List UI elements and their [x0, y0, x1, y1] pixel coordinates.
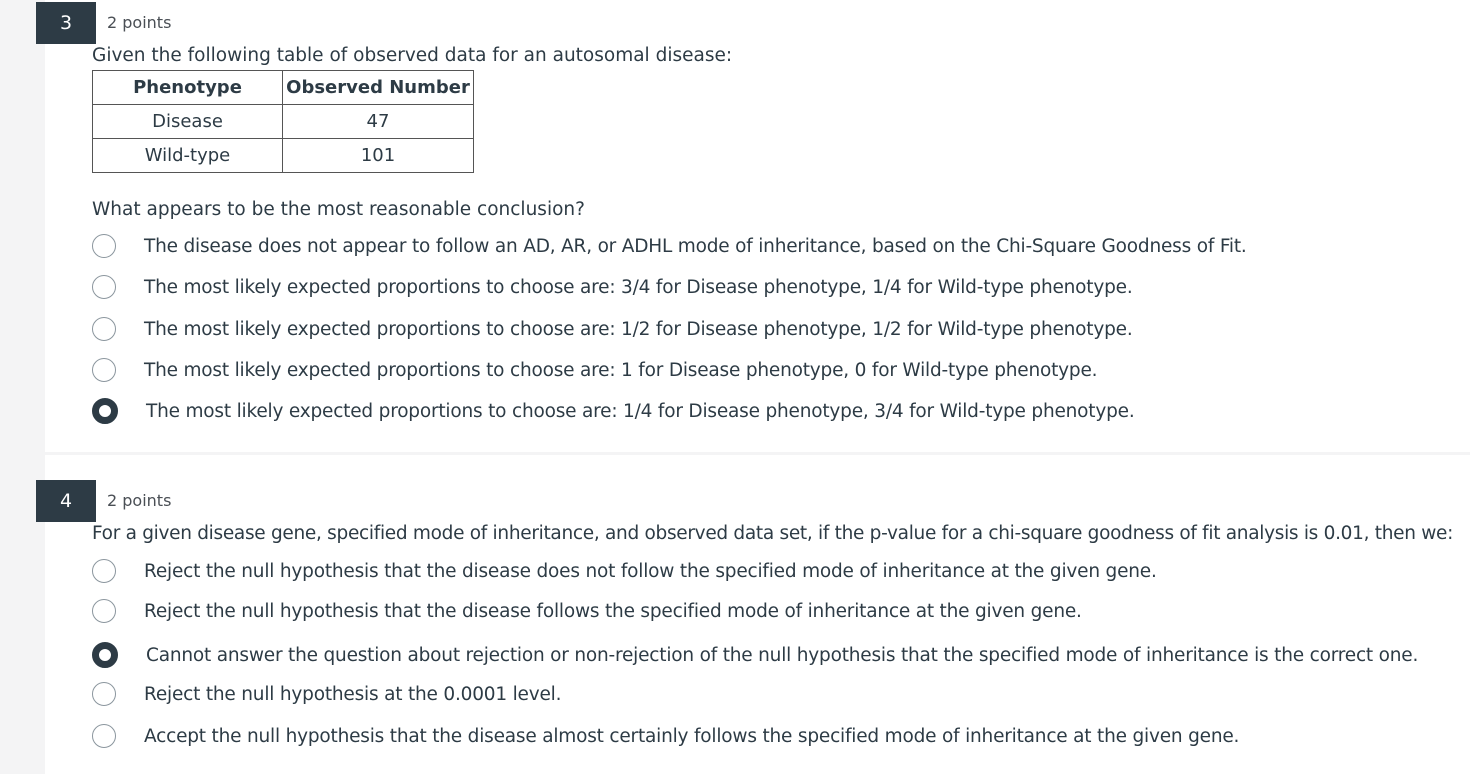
question-number-badge: 4	[36, 480, 96, 522]
table-header-phenotype: Phenotype	[93, 71, 283, 105]
table-cell: Disease	[93, 105, 283, 139]
radio-button[interactable]	[92, 682, 116, 706]
answer-option[interactable]	[92, 721, 1462, 751]
radio-button[interactable]	[92, 398, 118, 424]
answer-option[interactable]	[92, 679, 1462, 709]
table-header-observed: Observed Number	[283, 71, 474, 105]
table-cell: 47	[283, 105, 474, 139]
question-4-prompt: For a given disease gene, specified mode of inheritance, and observed data set, if the p-value for a chi-square goodness of fit analysis is 0.01, then we:	[92, 523, 1454, 544]
answer-option[interactable]	[92, 640, 1462, 670]
answer-option-label[interactable]: Accept the null hypothesis that the disease almost certainly follows the specified mode of inheritance at the given gene.	[144, 725, 1240, 747]
answer-option-label[interactable]: The most likely expected proportions to choose are: 1/2 for Disease phenotype, 1/2 for Wild-type phenotype.	[144, 318, 1133, 340]
answer-option-label[interactable]: The most likely expected proportions to choose are: 1/4 for Disease phenotype, 3/4 for Wild-type phenotype.	[146, 400, 1135, 422]
answer-option[interactable]	[92, 596, 1462, 626]
answer-option-label[interactable]: Reject the null hypothesis that the disease follows the specified mode of inheritance at the given gene.	[144, 600, 1082, 622]
answer-option[interactable]	[92, 272, 1462, 302]
radio-button[interactable]	[92, 559, 116, 583]
radio-button[interactable]	[92, 234, 116, 258]
table-row	[93, 139, 474, 173]
radio-button[interactable]	[92, 275, 116, 299]
question-3-prompt: What appears to be the most reasonable conclusion?	[92, 199, 585, 220]
answer-option[interactable]	[92, 556, 1462, 586]
question-number-badge: 3	[36, 2, 96, 44]
answer-option[interactable]	[92, 314, 1462, 344]
radio-button[interactable]	[92, 317, 116, 341]
answer-option-label[interactable]: The most likely expected proportions to choose are: 1 for Disease phenotype, 0 for Wild-type phenotype.	[144, 359, 1098, 381]
table-cell: 101	[283, 139, 474, 173]
answer-option-label[interactable]: The disease does not appear to follow an AD, AR, or ADHL mode of inheritance, based on the Chi-Square Goodness of Fit.	[144, 235, 1247, 257]
answer-option-label[interactable]: The most likely expected proportions to choose are: 3/4 for Disease phenotype, 1/4 for Wild-type phenotype.	[144, 276, 1133, 298]
question-points: 2 points	[107, 491, 172, 510]
radio-button[interactable]	[92, 599, 116, 623]
answer-option-label[interactable]: Cannot answer the question about rejection or non-rejection of the null hypothesis that the specified mode of inheritance is the correct one.	[146, 644, 1419, 666]
answer-option-label[interactable]: Reject the null hypothesis that the disease does not follow the specified mode of inheritance at the given gene.	[144, 560, 1157, 582]
answer-option[interactable]	[92, 231, 1462, 261]
question-3-intro: Given the following table of observed data for an autosomal disease:	[92, 45, 733, 66]
answer-option-label[interactable]: Reject the null hypothesis at the 0.0001 level.	[144, 683, 562, 705]
table-header-row	[93, 71, 474, 105]
table-row	[93, 105, 474, 139]
radio-button[interactable]	[92, 642, 118, 668]
observed-data-table	[92, 70, 474, 173]
table-cell: Wild-type	[93, 139, 283, 173]
question-points: 2 points	[107, 13, 172, 32]
radio-button[interactable]	[92, 724, 116, 748]
answer-option[interactable]	[92, 355, 1462, 385]
answer-option[interactable]	[92, 396, 1462, 426]
radio-button[interactable]	[92, 358, 116, 382]
